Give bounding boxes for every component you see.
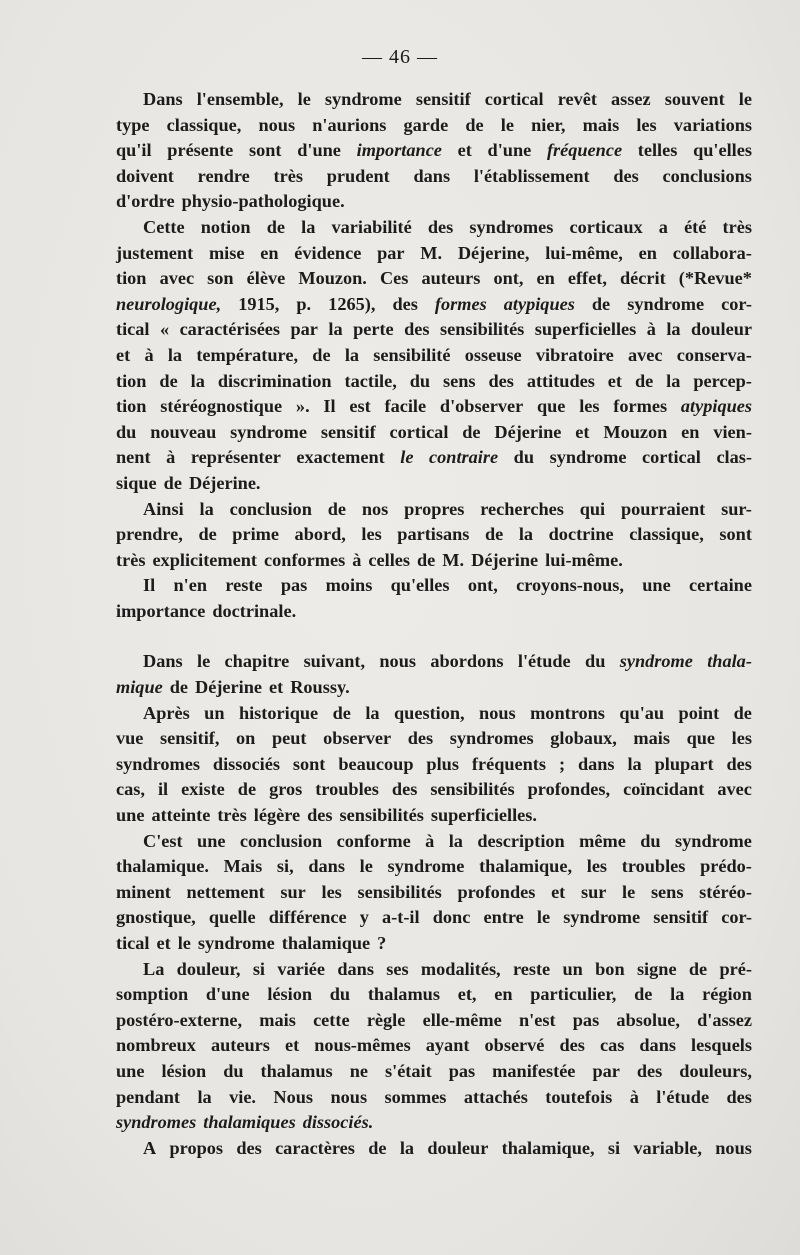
text-line: Dans l'ensemble, le syndrome sensitif cortical revêt assez souvent le xyxy=(143,89,752,109)
text-line: nent à représenter exactement le contraire du syndrome cortical clas- xyxy=(116,447,752,468)
text-line: somption d'une lésion du thalamus et, en particulier, de la région xyxy=(116,984,752,1005)
text-line: Dans le chapitre suivant, nous abordons l'étude du syndrome thala- xyxy=(143,651,752,672)
paragraph xyxy=(116,215,752,497)
text-line: tion stéréognostique ». Il est facile d'observer que les formes atypiques xyxy=(116,396,752,417)
text-line: du nouveau syndrome sensitif cortical de Déjerine et Mouzon en vien- xyxy=(116,421,752,442)
text-line: doivent rendre très prudent dans l'établissement des conclusions xyxy=(116,165,752,186)
text-line: La douleur, si variée dans ses modalités, reste un bon signe de pré- xyxy=(143,958,752,979)
text-line: très explicitement conformes à celles de M. Déjerine lui-même. xyxy=(116,549,623,570)
paragraph xyxy=(116,829,752,957)
text-line: Ainsi la conclusion de nos propres recherches qui pourraient sur- xyxy=(143,498,752,519)
page-number: — 46 — xyxy=(362,46,438,68)
text-line: postéro-externe, mais cette règle elle-même n'est pas absolue, d'assez xyxy=(116,1009,752,1030)
text-line: type classique, nous n'aurions garde de le nier, mais les variations xyxy=(116,114,752,135)
text-line: prendre, de prime abord, les partisans de la doctrine classique, sont xyxy=(116,524,752,545)
text-line: et à la température, de la sensibilité osseuse vibratoire avec conserva- xyxy=(116,344,752,365)
text-line: mique de Déjerine et Roussy. xyxy=(116,677,350,698)
text-line: d'ordre physio-pathologique. xyxy=(116,191,345,212)
text-line: pendant la vie. Nous nous sommes attachés toutefois à l'étude des xyxy=(116,1086,752,1107)
body-text xyxy=(116,87,752,1161)
text-line: une lésion du thalamus ne s'était pas manifestée par des douleurs, xyxy=(116,1060,752,1081)
text-line: Il n'en reste pas moins qu'elles ont, croyons-nous, une certaine xyxy=(143,575,752,596)
paragraph xyxy=(116,1136,752,1162)
paragraph xyxy=(116,957,752,1136)
text-line: sique de Déjerine. xyxy=(116,472,261,493)
text-line: tion de la discrimination tactile, du sens des attitudes et de la percep- xyxy=(116,370,752,391)
text-line: gnostique, quelle différence y a-t-il donc entre le syndrome sensitif cor- xyxy=(116,907,752,928)
text-line: A propos des caractères de la douleur thalamique, si variable, nous xyxy=(143,1137,752,1158)
text-line: minent nettement sur les sensibilités profondes et sur le sens stéréo- xyxy=(116,881,752,902)
text-line: tical « caractérisées par la perte des sensibilités superficielles à la douleur xyxy=(116,319,752,340)
text-line: une atteinte très légère des sensibilités superficielles. xyxy=(116,805,537,826)
text-line: importance doctrinale. xyxy=(116,600,297,621)
text-line: tical et le syndrome thalamique ? xyxy=(116,933,387,953)
paragraph xyxy=(116,573,752,624)
text-line: neurologique, 1915, p. 1265), des formes atypiques de syndrome cor- xyxy=(116,293,752,314)
text-line: qu'il présente sont d'une importance et d'une fréquence telles qu'elles xyxy=(116,140,752,161)
paragraph xyxy=(116,87,752,215)
text-line: cas, il existe de gros troubles des sensibilités profondes, coïncidant avec xyxy=(116,779,752,800)
text-line: justement mise en évidence par M. Déjerine, lui-même, en collabora- xyxy=(116,242,752,263)
text-line: Cette notion de la variabilité des syndromes corticaux a été très xyxy=(143,216,752,237)
text-line: vue sensitif, on peut observer des syndromes globaux, mais que les xyxy=(116,728,752,749)
text-line: nombreux auteurs et nous-mêmes ayant observé des cas dans lesquels xyxy=(116,1035,752,1056)
text-line: tion avec son élève Mouzon. Ces auteurs ont, en effet, décrit (*Revue* xyxy=(116,268,752,289)
paragraph xyxy=(116,649,752,700)
text-line: thalamique. Mais si, dans le syndrome thalamique, les troubles prédo- xyxy=(116,856,752,877)
text-line: syndromes thalamiques dissociés. xyxy=(116,1112,374,1133)
text-line: Après un historique de la question, nous montrons qu'au point de xyxy=(143,702,752,723)
paragraph xyxy=(116,497,752,574)
paragraph xyxy=(116,701,752,829)
text-line: syndromes dissociés sont beaucoup plus fréquents ; dans la plupart des xyxy=(116,753,752,774)
text-line: C'est une conclusion conforme à la description même du syndrome xyxy=(143,830,752,851)
